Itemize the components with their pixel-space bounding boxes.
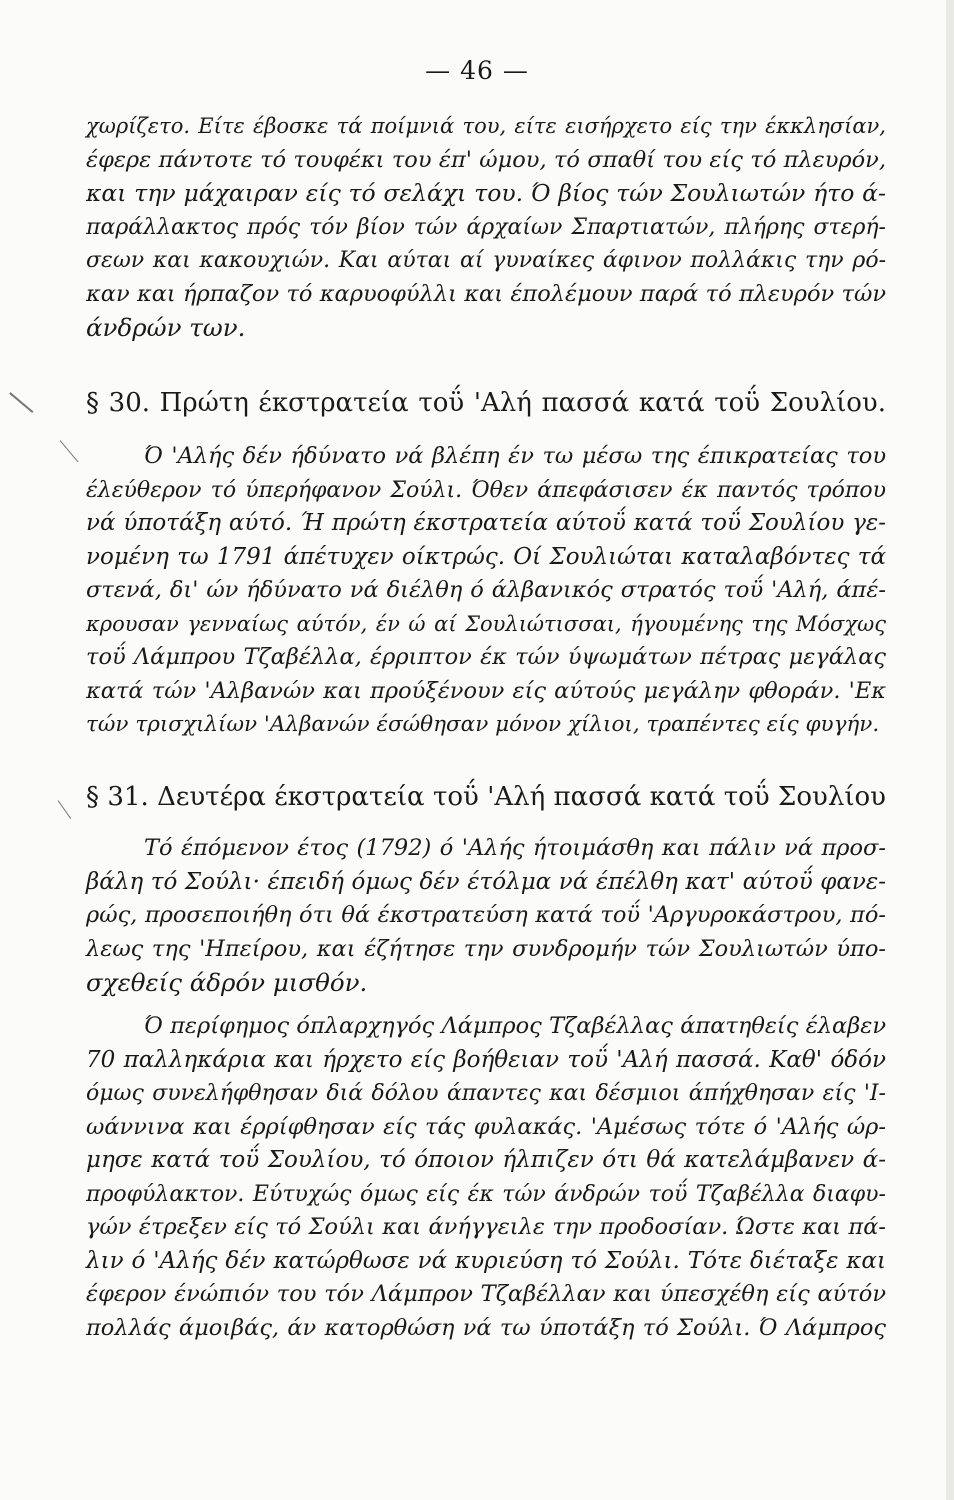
text-line: όμως συνελήφθησαν διά δόλου άπαντες και δέσμιοι άπήχθησαν είς 'Ι- <box>86 1081 886 1106</box>
section-31-paragraph-a <box>86 832 886 1000</box>
scan-fold-mark <box>10 392 34 412</box>
text-line: νά ύποτάξη αύτό. Ή πρώτη έκστρατεία αύτοΰ κατά τοΰ Σουλίου γε- <box>86 510 886 536</box>
text-line: τών τρισχιλίων 'Αλβανών έσώθησαν μόνον χίλιοι, τραπέντες είς φυγήν. <box>86 712 880 737</box>
scan-fold-mark <box>58 800 72 819</box>
section-30-heading: § 30. Πρώτη έκστρατεία τοΰ 'Αλή πασσά κατά τοΰ Σουλίου. <box>86 388 886 418</box>
section-31-heading: § 31. Δευτέρα έκστρατεία τοΰ 'Αλή πασσά κατά τοΰ Σουλίου <box>86 782 886 812</box>
text-line: κατά τών 'Αλβανών και προύξένουν είς αύτούς μεγάλην φθοράν. 'Εκ <box>86 677 886 704</box>
text-line: 70 παλληκάρια και ήρχετο είς βοήθειαν τοΰ 'Αλή πασσά. Καθ' όδόν <box>86 1046 886 1073</box>
paragraph-1 <box>86 110 886 345</box>
text-line: ωάννινα και έρρίφθησαν είς τάς φυλακάς. 'Αμέσως τότε ό 'Αλής ώρ- <box>86 1113 886 1140</box>
text-line: σχεθείς άδρόν μισθόν. <box>86 968 368 997</box>
scan-edge-mark <box>946 0 954 1500</box>
text-line: γών έτρεξεν είς τό Σούλι και άνήγγειλε την προδοσίαν. Ώστε και πά- <box>86 1214 886 1240</box>
section-31-paragraph-b <box>86 1010 886 1345</box>
text-line: έφερον ένώπιόν του τόν Λάμπρον Τζαβέλλαν και ύπεσχέθη είς αύτόν <box>86 1281 886 1307</box>
text-line: άνδρών των. <box>86 313 246 342</box>
text-line: βάλη τό Σούλι· έπειδή όμως δέν έτόλμα νά έπέλθη κατ' αύτοΰ φανε- <box>86 868 886 895</box>
text-line: τοΰ Λάμπρου Τζαβέλλα, έρριπτον έκ τών ύψωμάτων πέτρας μεγάλας <box>86 644 886 670</box>
text-line: νομένη τω 1791 άπέτυχεν οίκτρώς. Οί Σουλιώται καταλαβόντες τά <box>86 543 886 570</box>
text-line: και την μάχαιραν είς τό σελάχι του. Ό βίος τών Σουλιωτών ήτο ά- <box>86 179 886 207</box>
text-line: έλεύθερον τό ύπερήφανον Σούλι. Όθεν άπεφάσισεν έκ παντός τρόπου <box>86 477 886 503</box>
text-line: Ό περίφημος όπλαρχηγός Λάμπρος Τζαβέλλας άπατηθείς έλαβεν <box>144 1013 886 1039</box>
text-line: ρώς, προσεποιήθη ότι θά έκστρατεύση κατά τοΰ 'Αργυροκάστρου, πό- <box>86 902 886 928</box>
text-line: έφερε πάντοτε τό τουφέκι του έπ' ώμου, τό σπαθί του είς τό πλευρόν, <box>86 146 886 173</box>
text-line: κρουσαν γενναίως αύτόν, έν ώ αί Σουλιώτισσαι, ήγουμένης της Μόσχως <box>86 611 886 636</box>
text-line: Τό έπόμενον έτος (1792) ό 'Αλής ήτοιμάσθη και πάλιν νά προσ- <box>144 835 886 861</box>
text-line: μησε κατά τοΰ Σουλίου, τό όποιον ήλπιζεν ότι θά κατελάμβανεν ά- <box>86 1147 886 1173</box>
text-line: λεως της 'Ηπείρου, και έζήτησε την συνδρομήν τών Σουλιωτών ύπο- <box>86 935 886 962</box>
text-line: παράλλακτος πρός τόν βίον τών άρχαίων Σπαρτιατών, πλήρης στερή- <box>86 214 886 240</box>
text-line: καν και ήρπαζον τό καρυοφύλλι και έπολέμουν παρά τό πλευρόν τών <box>86 280 886 307</box>
scan-fold-mark <box>60 440 79 462</box>
page-number: — 46 — <box>425 56 529 85</box>
text-line: λιν ό 'Αλής δέν κατώρθωσε νά κυριεύση τό Σούλι. Τότε διέταξε και <box>86 1247 886 1274</box>
text-line: πολλάς άμοιβάς, άν κατορθώση νά τω ύποτάξη τό Σούλι. Ό Λάμπρος <box>86 1314 886 1341</box>
text-line: προφύλακτον. Εύτυχώς όμως είς έκ τών άνδρών τοΰ Τζαβέλλα διαφυ- <box>86 1181 886 1207</box>
text-line: Ό 'Αλής δέν ήδύνατο νά βλέπη έν τω μέσω της έπικρατείας του <box>144 443 886 469</box>
text-line: σεων και κακουχιών. Και αύται αί γυναίκες άφινον πολλάκις την ρό- <box>86 248 886 273</box>
section-30-body <box>86 440 886 742</box>
text-line: χωρίζετο. Είτε έβοσκε τά ποίμνιά του, είτε εισήρχετο είς την έκκλησίαν, <box>86 114 886 138</box>
text-line: στενά, δι' ών ήδύνατο νά διέλθη ό άλβανικός στρατός τοΰ 'Αλή, άπέ- <box>86 577 886 603</box>
